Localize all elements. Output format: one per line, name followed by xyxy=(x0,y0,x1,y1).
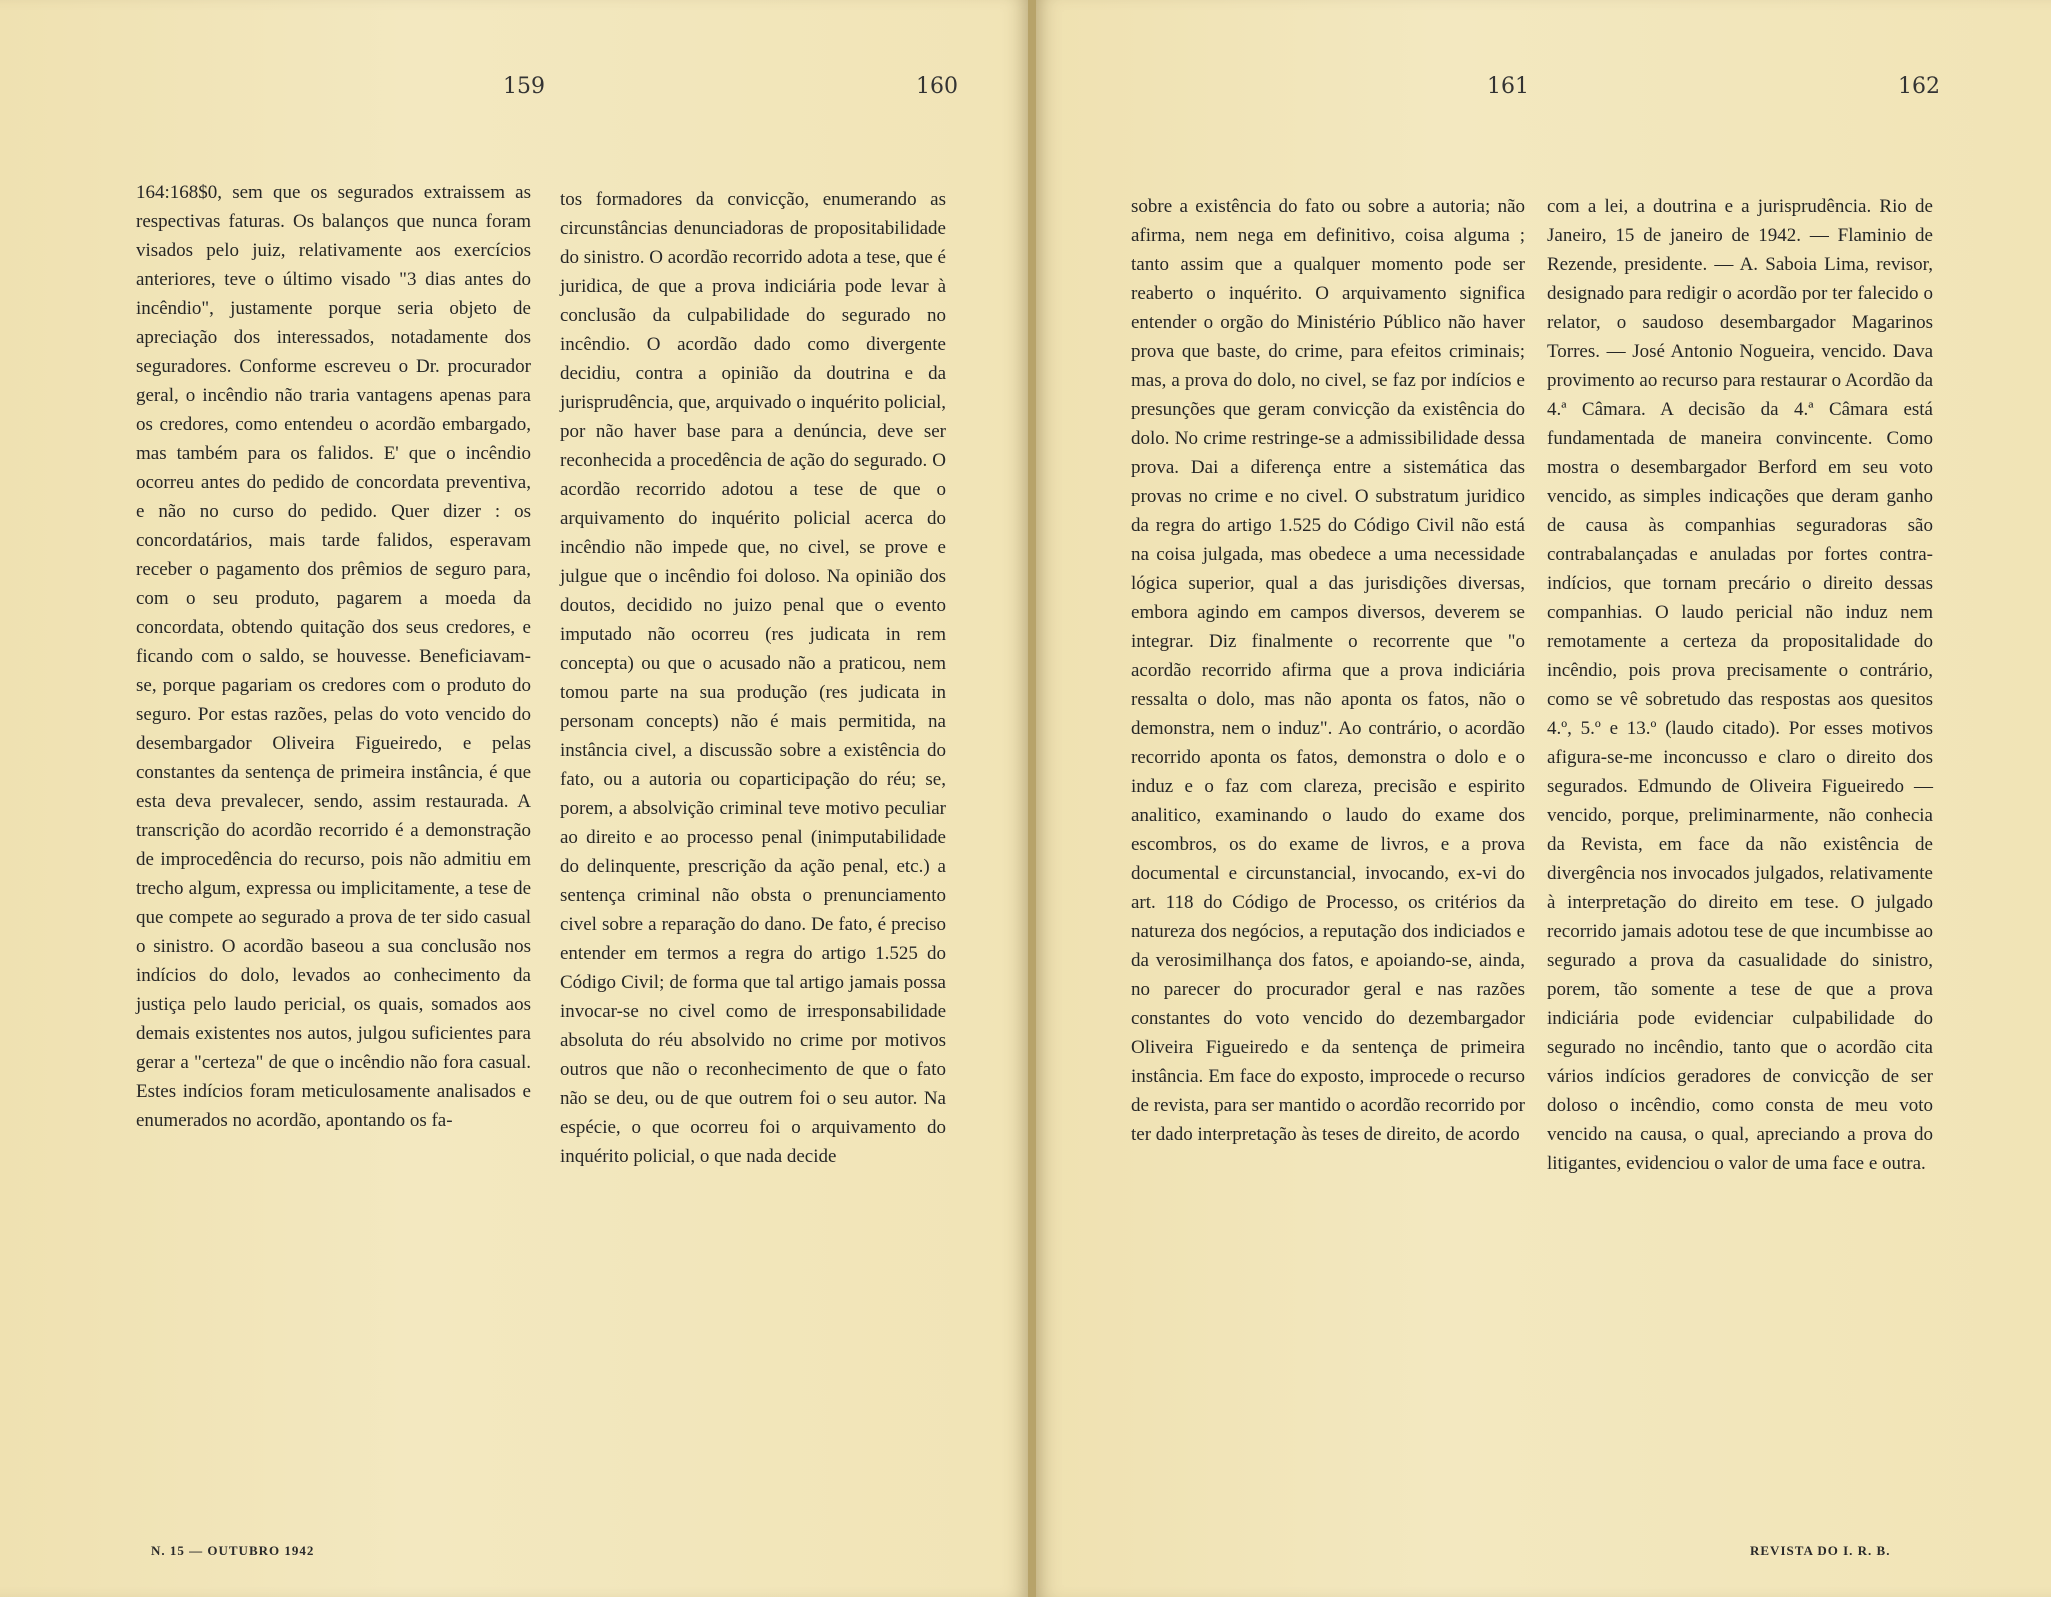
footer-issue: N. 15 — OUTUBRO 1942 xyxy=(151,1543,315,1558)
text-column-page-161: sobre a existência do fato ou sobre a autoria; não afirma, nem nega em definitivo, coisa alguma ; tanto assim que a qualquer momento pode ser reaberto o inquérito. O arquivamento significa entender o orgão do Ministério Público não haver prova que baste, do crime, para efeitos criminais; mas, a prova do dolo, no civel, se faz por indícios e presunções que geram convicção da existência do dolo. No crime restringe-se a admissibilidade dessa prova. Dai a diferença entre a sistemática das provas no crime e no civel. O substratum juridico da regra do artigo 1.525 do Código Civil não está na coisa julgada, mas obedece a uma necessidade lógica superior, qual a das jurisdições diversas, embora agindo em campos diversos, deverem se integrar. Diz finalmente o recorrente que "o acordão recorrido afirma que a prova indiciária ressalta o dolo, mas não aponta os fatos, não o demonstra, nem o induz". Ao contrário, o acordão recorrido aponta os fatos, demonstra o dolo e o induz e o faz com clareza, precisão e espirito analitico, examinando o laudo do exame dos escombros, os do exame de livros, e a prova documental e circunstancial, invocando, ex-vi do art. 118 do Código de Processo, os critérios da natureza dos negócios, a reputação dos indiciados e da verosimilhança dos fatos, e apoiando-se, ainda, no parecer do procurador geral e nas razões constantes do voto vencido do dezembargador Oliveira Figueiredo e da sentença de primeira instância. Em face do exposto, improcede o recurso de revista, para ser mantido o acordão recorrido por ter dado interpretação às teses de direito, de acordo xyxy=(1131,196,1525,1145)
text-column-page-160: tos formadores da convicção, enumerando as circunstâncias denunciadoras de propositabilidade do sinistro. O acordão recorrido adota a tese, que é juridica, de que a prova indiciária pode levar à conclusão da culpabilidade do segurado no incêndio. O acordão dado como divergente decidiu, contra a opinião da doutrina e da jurisprudência, que, arquivado o inquérito policial, por não haver base para a denúncia, deve ser reconhecida a procedência de ação do segurado. O acordão recorrido adotou a tese de que o arquivamento do inquérito policial acerca do incêndio não impede que, no civel, se prove e julgue que o incêndio foi doloso. Na opinião dos doutos, decidido no juizo penal que o evento imputado não ocorreu (res judicata in rem concepta) ou que o acusado não a praticou, nem tomou parte na sua produção (res judicata in personam concepts) não é mais permitida, na instância civel, a discussão sobre a existência do fato, ou a autoria ou coparticipação do réu; se, porem, a absolvição criminal teve motivo peculiar ao direito e ao processo penal (inimputabilidade do delinquente, prescrição da ação penal, etc.) a sentença criminal não obsta o prenunciamento civel sobre a reparação do dano. De fato, é preciso entender em termos a regra do artigo 1.525 do Código Civil; de forma que tal artigo jamais possa invocar-se no civel como de irresponsabilidade absoluta do réu absolvido no crime por motivos outros que não o reconhecimento de que o fato não se deu, ou de que outrem foi o seu autor. Na espécie, o que ocorreu foi o arquivamento do inquérito policial, o que nada decide xyxy=(560,189,946,1167)
page-number-161: 161 xyxy=(1487,74,1529,99)
footer-journal: REVISTA DO I. R. B. xyxy=(1750,1543,1891,1558)
page-number-162: 162 xyxy=(1898,74,1940,99)
book-gutter xyxy=(1028,0,1036,1597)
page-number-159: 159 xyxy=(503,74,545,99)
text-column-page-159: 164:168$0, sem que os segurados extraissem as respectivas faturas. Os balanços que nunca foram visados pelo juiz, relativamente aos exercícios anteriores, teve o último visado "3 dias antes do incêndio", justamente porque seria objeto de apreciação dos interessados, notadamente dos seguradores. Conforme escreveu o Dr. procurador geral, o incêndio não traria vantagens apenas para os credores, como entendeu o acordão embargado, mas também para os falidos. E' que o incêndio ocorreu antes do pedido de concordata preventiva, e não no curso do pedido. Quer dizer : os concordatários, mais tarde falidos, esperavam receber o pagamento dos prêmios de seguro para, com o seu produto, pagarem a moeda da concordata, obtendo quitação dos seus credores, e ficando com o saldo, se houvesse. Beneficiavam-se, porque pagariam os credores com o produto do seguro. Por estas razões, pelas do voto vencido do desembargador Oliveira Figueiredo, e pelas constantes da sentença de primeira instância, é que esta deva prevalecer, sendo, assim restaurada. A transcrição do acordão recorrido é a demonstração de improcedência do recurso, pois não admitiu em trecho algum, expressa ou implicitamente, a tese de que compete ao segurado a prova de ter sido casual o sinistro. O acordão baseou a sua conclusão nos indícios do dolo, levados ao conhecimento da justiça pelo laudo pericial, os quais, somados aos demais existentes nos autos, julgou suficientes para gerar a "certeza" de que o incêndio não fora casual. Estes indícios foram meticulosamente analisados e enumerados no acordão, apontando os fa- xyxy=(136,182,531,1131)
text-column-page-162: com a lei, a doutrina e a jurisprudência. Rio de Janeiro, 15 de janeiro de 1942. — Flaminio de Rezende, presidente. — A. Saboia Lima, revisor, designado para redigir o acordão por ter falecido o relator, o saudoso desembargador Magarinos Torres. — José Antonio Nogueira, vencido. Dava provimento ao recurso para restaurar o Acordão da 4.ª Câmara. A decisão da 4.ª Câmara está fundamentada de maneira convincente. Como mostra o desembargador Berford em seu voto vencido, as simples indicações que deram ganho de causa às companhias seguradoras são contrabalançadas e anuladas por fortes contra-indícios, que tornam precário o direito dessas companhias. O laudo pericial não induz nem remotamente a certeza da propositalidade do incêndio, pois prova precisamente o contrário, como se vê sobretudo das respostas aos quesitos 4.º, 5.º e 13.º (laudo citado). Por esses motivos afigura-se-me inconcusso e claro o direito dos segurados. Edmundo de Oliveira Figueiredo — vencido, porque, preliminarmente, não conhecia da Revista, em face da não existência de divergência nos invocados julgados, relativamente à interpretação do direito em tese. O julgado recorrido jamais adotou tese de que incumbisse ao segurado a prova da casualidade do sinistro, porem, tão somente a tese de que a prova indiciária pode evidenciar culpabilidade do segurado no incêndio, tanto que o acordão cita vários indícios geradores de convicção de ser doloso o incêndio, como consta de meu voto vencido na causa, o qual, apreciando a prova do litigantes, evidenciou o valor de uma face e outra. xyxy=(1547,196,1933,1174)
page-number-160: 160 xyxy=(916,74,958,99)
